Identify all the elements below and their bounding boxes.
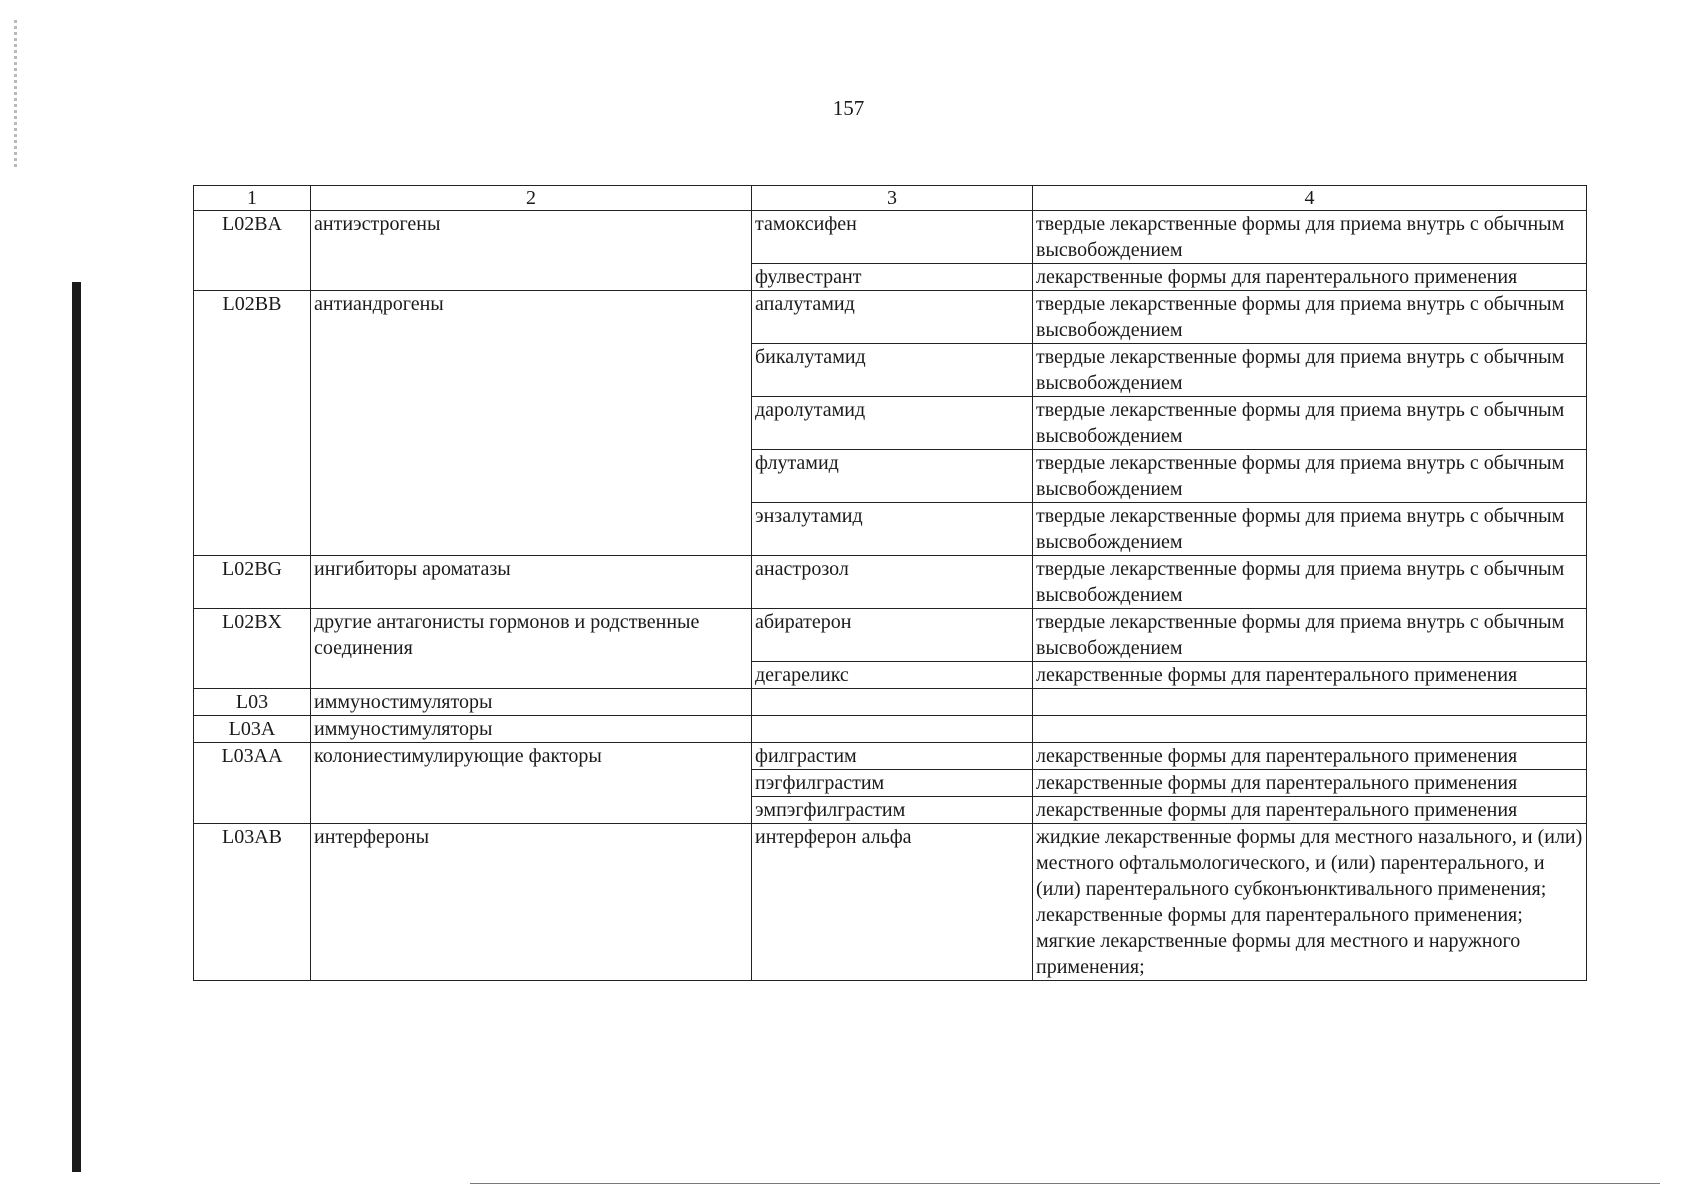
header-row (194, 186, 1587, 211)
drug-name: флутамид (752, 450, 1033, 503)
dosage-form (1033, 716, 1587, 743)
drug-name (752, 689, 1033, 716)
dosage-form: твердые лекарственные формы для приема внутрь с обычным высвобождением (1033, 344, 1587, 397)
table-row (194, 824, 1587, 981)
page-number: 157 (832, 96, 865, 120)
dosage-form: лекарственные формы для парентерального применения (1033, 770, 1587, 797)
column-header: 3 (752, 186, 1033, 211)
drug-name: эмпэгфилграстим (752, 797, 1033, 824)
drug-name: филграстим (752, 743, 1033, 770)
group-name: иммуностимуляторы (311, 716, 752, 743)
group-name: антиэстрогены (311, 211, 752, 291)
atc-code: L02BA (194, 211, 311, 291)
atc-code: L02BX (194, 609, 311, 689)
group-name: другие антагонисты гормонов и родственные соединения (311, 609, 752, 689)
scan-artifact-marks (14, 20, 17, 170)
atc-code: L03AB (194, 824, 311, 981)
dosage-form: твердые лекарственные формы для приема внутрь с обычным высвобождением (1033, 556, 1587, 609)
drug-name: пэгфилграстим (752, 770, 1033, 797)
dosage-form: лекарственные формы для парентерального применения (1033, 264, 1587, 291)
dosage-form: твердые лекарственные формы для приема внутрь с обычным высвобождением (1033, 609, 1587, 662)
dosage-form: твердые лекарственные формы для приема внутрь с обычным высвобождением (1033, 503, 1587, 556)
dosage-form: твердые лекарственные формы для приема внутрь с обычным высвобождением (1033, 291, 1587, 344)
dosage-form: лекарственные формы для парентерального применения (1033, 662, 1587, 689)
dosage-form: твердые лекарственные формы для приема внутрь с обычным высвобождением (1033, 397, 1587, 450)
table-body (194, 186, 1587, 981)
dosage-form: твердые лекарственные формы для приема внутрь с обычным высвобождением (1033, 450, 1587, 503)
drug-name: тамоксифен (752, 211, 1033, 264)
group-name: колониестимулирующие факторы (311, 743, 752, 824)
table-row (194, 689, 1587, 716)
table-row (194, 556, 1587, 609)
dosage-form: твердые лекарственные формы для приема внутрь с обычным высвобождением (1033, 211, 1587, 264)
group-name: ингибиторы ароматазы (311, 556, 752, 609)
scan-bottom-line (470, 1183, 1660, 1184)
drug-name: дегареликс (752, 662, 1033, 689)
dosage-form: лекарственные формы для парентерального применения (1033, 797, 1587, 824)
table-row (194, 211, 1587, 264)
dosage-form: жидкие лекарственные формы для местного назального, и (или) местного офтальмологического, и (или) парентерального, и (или) парентерального субконъюнктивального применения; лекарственные формы для парентерального применения; мягкие лекарственные формы для местного и наружного применения; (1033, 824, 1587, 981)
atc-code: L03 (194, 689, 311, 716)
table-row (194, 716, 1587, 743)
table-row (194, 291, 1587, 344)
table-row (194, 609, 1587, 662)
drug-name: апалутамид (752, 291, 1033, 344)
column-header: 4 (1033, 186, 1587, 211)
drug-name: энзалутамид (752, 503, 1033, 556)
drug-name: даролутамид (752, 397, 1033, 450)
atc-code: L03AA (194, 743, 311, 824)
table-row (194, 743, 1587, 770)
column-header: 1 (194, 186, 311, 211)
column-header: 2 (311, 186, 752, 211)
scan-edge-bar (72, 282, 81, 1172)
drug-name: бикалутамид (752, 344, 1033, 397)
dosage-form (1033, 689, 1587, 716)
drug-name: абиратерон (752, 609, 1033, 662)
dosage-form: лекарственные формы для парентерального применения (1033, 743, 1587, 770)
drug-table (193, 185, 1587, 981)
atc-code: L02BB (194, 291, 311, 556)
atc-code: L03A (194, 716, 311, 743)
group-name: антиандрогены (311, 291, 752, 556)
drug-name: анастрозол (752, 556, 1033, 609)
drug-name: фулвестрант (752, 264, 1033, 291)
group-name: иммуностимуляторы (311, 689, 752, 716)
drug-name: интерферон альфа (752, 824, 1033, 981)
group-name: интерфероны (311, 824, 752, 981)
drug-name (752, 716, 1033, 743)
atc-code: L02BG (194, 556, 311, 609)
